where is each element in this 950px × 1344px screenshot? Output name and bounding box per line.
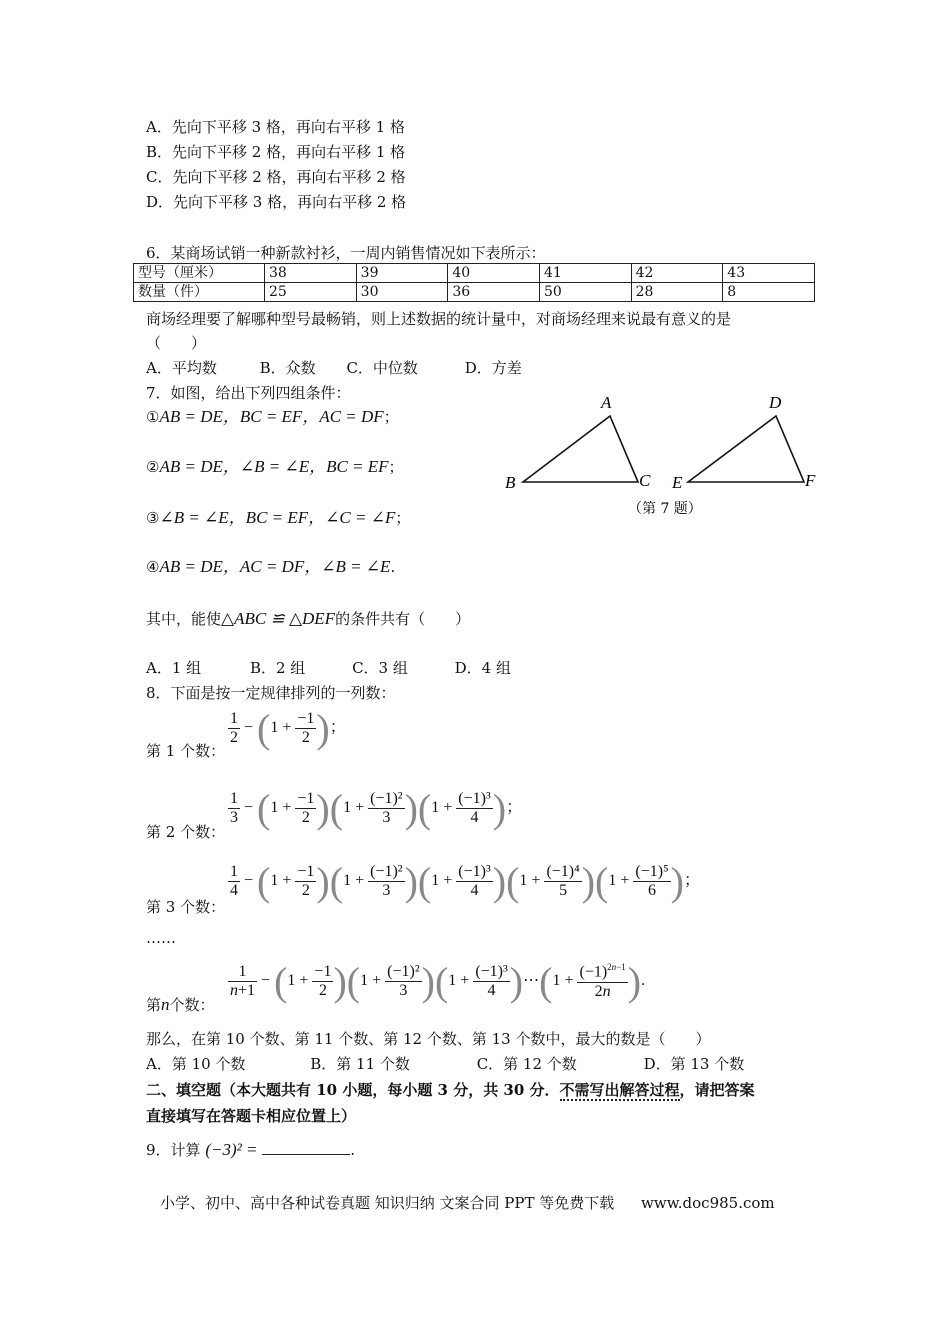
condition-expr: ∠B = ∠E，BC = EF，∠C = ∠F xyxy=(159,508,396,527)
q8-item-3-label: 第 3 个数： xyxy=(146,898,226,916)
vertex-label-c: C xyxy=(639,471,651,490)
q7-question xyxy=(146,609,470,629)
q7-condition-4 xyxy=(146,557,395,577)
q9-line xyxy=(146,1140,355,1160)
q8-n-symbol: n xyxy=(161,995,170,1014)
condition-number: ① xyxy=(146,408,160,426)
q9-pre: 9．计算 xyxy=(146,1141,201,1159)
table-cell: 36 xyxy=(448,283,540,302)
q7-option-d: D．4 组 xyxy=(454,659,511,677)
q8-item-1-expr: $\frac{1}{2}$ − (1 + $\frac{-1}{2}$ )； xyxy=(230,706,346,751)
q5-option-d: D．先向下平移 3 格，再向右平移 2 格 xyxy=(146,193,407,211)
section-2-heading-line2: 直接填写在答题卡相应位置上） xyxy=(146,1107,357,1125)
table-cell: 43 xyxy=(723,264,815,283)
table-cell: 30 xyxy=(356,283,448,302)
q6-option-c: C．中位数 xyxy=(346,359,418,377)
footer-text: 小学、初中、高中各种试卷真题 知识归纳 文案合同 PPT 等免费下载 xyxy=(160,1194,615,1212)
q8-option-b: B．第 11 个数 xyxy=(310,1055,410,1073)
table-cell: 28 xyxy=(631,283,723,302)
q5-option-a: A．先向下平移 3 格，再向右平移 1 格 xyxy=(146,118,405,136)
figure-caption: （第 7 题） xyxy=(628,501,702,517)
q5-option-c: C．先向下平移 2 格，再向右平移 2 格 xyxy=(146,168,406,186)
section-2-post: ，请把答案 xyxy=(679,1081,755,1099)
q8-option-d: D．第 13 个数 xyxy=(643,1055,745,1073)
condition-number: ③ xyxy=(146,509,160,527)
q7-option-a: A．1 组 xyxy=(146,659,202,677)
q7-question-post: 的条件共有（ ） xyxy=(335,610,471,628)
table-cell: 25 xyxy=(265,283,357,302)
q6-option-d: D．方差 xyxy=(464,359,522,377)
q5-option-b: B．先向下平移 2 格，再向右平移 1 格 xyxy=(146,143,406,161)
q8-ellipsis: …… xyxy=(146,929,176,947)
q8-option-a: A．第 10 个数 xyxy=(146,1055,246,1073)
condition-end: . xyxy=(390,558,396,576)
table-cell: 41 xyxy=(539,264,631,283)
table-cell: 数量（件） xyxy=(134,283,265,302)
q7-option-b: B．2 组 xyxy=(249,659,306,677)
triangles-figure xyxy=(500,390,830,525)
q8-option-c: C．第 12 个数 xyxy=(476,1055,577,1073)
q8-item-n-pre: 第 xyxy=(146,996,162,1014)
vertex-label-f: F xyxy=(805,471,816,490)
q6-stem: 6．某商场试销一种新款衬衫，一周内销售情况如下表所示： xyxy=(146,244,546,262)
section-2-heading-line1 xyxy=(146,1080,755,1100)
q8-options xyxy=(146,1054,744,1074)
q9-answer-blank xyxy=(262,1140,350,1155)
table-cell: 8 xyxy=(723,283,815,302)
vertex-label-e: E xyxy=(672,473,683,492)
condition-number: ② xyxy=(146,458,160,476)
condition-expr: AB = DE，BC = EF，AC = DF xyxy=(159,407,384,426)
q8-stem: 8．下面是按一定规律排列的一列数： xyxy=(146,684,396,702)
section-2-emphasis: 不需写出解答过程 xyxy=(559,1081,680,1099)
q7-options xyxy=(146,658,511,678)
condition-number: ④ xyxy=(146,558,160,576)
q7-option-c: C．3 组 xyxy=(352,659,408,677)
q7-question-pre: 其中，能使 xyxy=(146,610,222,628)
q8-item-n-expr: $\frac{1}{n+1}$ − (1 + $\frac{-1}{2}$ )(1 + $\frac{\text{(−1)²}}{3}$ )(1 + $\frac{\text{(−1)³}}{4}$ )⋯(1 + $\frac{(-1)^{2n-1}}{2n}$ ). xyxy=(230,959,646,1004)
condition-end: ； xyxy=(388,458,404,476)
table-cell: 50 xyxy=(539,283,631,302)
q7-stem: 7．如图，给出下列四组条件： xyxy=(146,384,351,402)
vertex-label-b: B xyxy=(505,473,516,492)
table-cell: 39 xyxy=(356,264,448,283)
q6-option-a: A．平均数 xyxy=(146,359,217,377)
q8-item-n-label xyxy=(146,995,215,1015)
footer-site: www.doc985.com xyxy=(641,1194,775,1212)
q8-question: 那么，在第 10 个数、第 11 个数、第 12 个数、第 13 个数中，最大的数是（ ） xyxy=(146,1030,711,1048)
condition-expr: AB = DE，AC = DF，∠B = ∠E xyxy=(159,557,391,576)
table-cell: 型号（厘米） xyxy=(134,264,265,283)
footer xyxy=(160,1192,775,1213)
q6-question: 商场经理要了解哪种型号最畅销，则上述数据的统计量中，对商场经理来说最有意义的是 xyxy=(146,310,732,328)
q8-item-1-label: 第 1 个数： xyxy=(146,742,226,760)
table-cell: 40 xyxy=(448,264,540,283)
condition-end: ； xyxy=(395,509,411,527)
q8-item-2-label: 第 2 个数： xyxy=(146,823,226,841)
condition-expr: AB = DE，∠B = ∠E，BC = EF xyxy=(159,457,389,476)
section-2-pre: 二、填空题（本大题共有 10 小题，每小题 3 分，共 30 分． xyxy=(146,1081,560,1099)
table-row xyxy=(134,283,815,302)
vertex-label-d: D xyxy=(769,393,782,412)
q7-condition-1 xyxy=(146,407,399,427)
q7-condition-3 xyxy=(146,508,410,528)
table-row xyxy=(134,264,815,283)
table-cell: 42 xyxy=(631,264,723,283)
q7-condition-2 xyxy=(146,457,404,477)
q9-expr: (−3)² = xyxy=(205,1140,258,1159)
q7-congruence-expr: △ABC ≌ △DEF xyxy=(221,609,336,628)
q6-option-b: B．众数 xyxy=(259,359,316,377)
q6-options xyxy=(146,358,522,378)
triangle-abc xyxy=(523,416,638,482)
q8-item-3-expr: $\frac{1}{4}$ − (1 + $\frac{-1}{2}$ )(1 + $\frac{\text{(−1)²}}{3}$ )(1 + $\frac{\text{(−1)³}}{4}$ )(1 + $\frac{\text{(−1)⁴}}{5}$ )(1 + $\frac{\text{(−1)⁵}}{6}$ )； xyxy=(230,859,701,904)
q8-item-n-post: 个数： xyxy=(169,996,215,1014)
q9-post: . xyxy=(350,1141,356,1159)
triangle-def xyxy=(688,416,804,482)
sales-table xyxy=(133,263,815,302)
vertex-label-a: A xyxy=(601,393,612,412)
table-cell: 38 xyxy=(265,264,357,283)
q8-item-2-expr: $\frac{1}{3}$ − (1 + $\frac{-1}{2}$ )(1 + $\frac{\text{(−1)²}}{3}$ )(1 + $\frac{\text{(−1)³}}{4}$ )； xyxy=(230,786,523,831)
condition-end: ； xyxy=(383,408,399,426)
q6-blank: （ ） xyxy=(146,334,207,352)
